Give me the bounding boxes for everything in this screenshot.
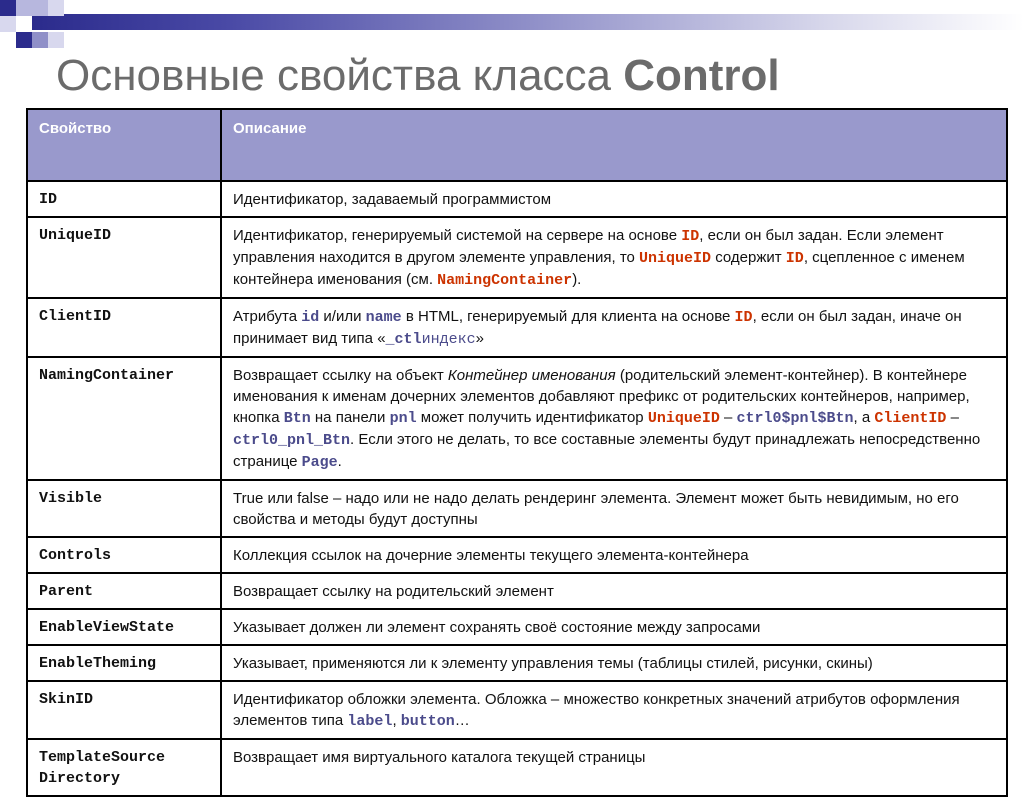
description-text: . xyxy=(337,453,342,470)
property-description xyxy=(221,298,1007,357)
decor-square xyxy=(0,0,16,16)
property-description xyxy=(221,217,1007,298)
description-text: … xyxy=(454,712,470,729)
table-row xyxy=(27,573,1007,609)
property-description xyxy=(221,573,1007,609)
decor-square xyxy=(0,16,16,32)
property-description xyxy=(221,537,1007,573)
description-text: , сцепленное с именем контейнера именования (см. xyxy=(233,249,965,288)
property-name: Controls xyxy=(27,537,221,573)
description-text: Идентификатор, генерируемый системой на сервере на основе xyxy=(233,227,682,244)
description-text: – xyxy=(719,409,737,426)
table-header-row xyxy=(27,109,1007,181)
description-text: содержит xyxy=(711,249,786,266)
description-text: (родительский элемент-контейнер). В контейнере именования к именам дочерних элементов добавляют префикс от родительских контейнеров, например, кнопка xyxy=(233,367,970,426)
description-text: True или false – надо или не надо делать рендеринг элемента. Элемент может быть невидимым, но его свойства и методы будут доступны xyxy=(233,490,959,528)
decor-square xyxy=(32,0,48,16)
properties-table xyxy=(26,108,1008,797)
property-name: Visible xyxy=(27,480,221,537)
table-row xyxy=(27,181,1007,217)
code-identifier: pnl xyxy=(389,410,417,427)
column-header-description: Описание xyxy=(221,109,1007,181)
description-text: в HTML, генерируемый для клиента на основе xyxy=(401,308,735,325)
column-header-property: Свойство xyxy=(27,109,221,181)
code-identifier: ctrl0_pnl_Btn xyxy=(233,432,351,449)
description-text: » xyxy=(475,330,484,347)
description-text: , если он был задан. Если элемент управления находится в другом элементе управления, то xyxy=(233,227,944,266)
table-row xyxy=(27,681,1007,739)
code-identifier: Page xyxy=(301,454,338,471)
table-row xyxy=(27,298,1007,357)
title-text: Основные свойства класса xyxy=(56,51,624,100)
description-text: на панели xyxy=(310,409,390,426)
table-row xyxy=(27,537,1007,573)
property-description xyxy=(221,480,1007,537)
description-text: Атрибута xyxy=(233,308,302,325)
property-name: Parent xyxy=(27,573,221,609)
description-text: Идентификатор обложки элемента. Обложка – множество конкретных значений атрибутов оформления элементов типа xyxy=(233,691,960,729)
description-text: , а xyxy=(853,409,875,426)
code-identifier: Btn xyxy=(283,410,311,427)
property-description xyxy=(221,609,1007,645)
code-identifier: ID xyxy=(734,309,753,326)
description-text: , если он был задан, иначе он принимает вид типа « xyxy=(233,308,962,347)
decor-square xyxy=(32,32,48,48)
property-name-line: TemplateSource xyxy=(39,749,166,766)
table-row xyxy=(27,480,1007,537)
table-row xyxy=(27,645,1007,681)
code-identifier: name xyxy=(365,309,402,326)
table-row xyxy=(27,217,1007,298)
placeholder-term: индекс xyxy=(421,331,476,348)
code-identifier: _ctl xyxy=(385,331,422,348)
code-identifier: button xyxy=(400,713,455,730)
code-identifier: label xyxy=(347,713,393,730)
property-name: EnableViewState xyxy=(27,609,221,645)
table-row xyxy=(27,609,1007,645)
property-description xyxy=(221,645,1007,681)
description-text: , xyxy=(392,712,401,729)
code-identifier: ID xyxy=(681,228,700,245)
property-name: UniqueID xyxy=(27,217,221,298)
slide-header-decoration xyxy=(0,0,1024,44)
property-name-line: Directory xyxy=(39,770,121,787)
description-text: Коллекция ссылок на дочерние элементы текущего элемента-контейнера xyxy=(233,547,749,564)
property-name: ClientID xyxy=(27,298,221,357)
description-text: Идентификатор, задаваемый программистом xyxy=(233,191,552,208)
code-identifier: NamingContainer xyxy=(437,272,573,289)
description-text: . Если этого не делать, то все составные элементы будут принадлежать непосредственно странице xyxy=(233,431,981,470)
description-text: – xyxy=(946,409,959,426)
description-text: Указывает должен ли элемент сохранять своё состояние между запросами xyxy=(233,619,761,636)
code-identifier: ctrl0$pnl$Btn xyxy=(736,410,854,427)
emphasized-term: Контейнер именования xyxy=(447,367,616,384)
property-name: SkinID xyxy=(27,681,221,739)
decor-square xyxy=(16,16,32,32)
property-description xyxy=(221,181,1007,217)
slide-title xyxy=(56,48,780,104)
property-description xyxy=(221,357,1007,480)
description-text: Возвращает имя виртуального каталога текущей страницы xyxy=(233,749,646,766)
header-gradient-bar xyxy=(32,14,1024,30)
table-row xyxy=(27,357,1007,480)
description-text: Указывает, применяются ли к элементу управления темы (таблицы стилей, рисунки, скины) xyxy=(233,655,873,672)
code-identifier: ID xyxy=(785,250,804,267)
description-text: ). xyxy=(572,271,582,288)
description-text: и/или xyxy=(319,308,366,325)
code-identifier: UniqueID xyxy=(639,250,712,267)
description-text: Возвращает ссылку на объект xyxy=(233,367,448,384)
decor-square xyxy=(48,32,64,48)
code-identifier: UniqueID xyxy=(647,410,720,427)
property-name: EnableTheming xyxy=(27,645,221,681)
description-text: Возвращает ссылку на родительский элемент xyxy=(233,583,554,600)
title-class-name: Control xyxy=(623,51,780,100)
description-text: может получить идентификатор xyxy=(416,409,648,426)
decor-square xyxy=(48,0,64,16)
decor-square xyxy=(16,32,32,48)
property-name: ID xyxy=(27,181,221,217)
property-name: NamingContainer xyxy=(27,357,221,480)
code-identifier: id xyxy=(301,309,320,326)
decor-square xyxy=(16,0,32,16)
property-description xyxy=(221,681,1007,739)
code-identifier: ClientID xyxy=(874,410,947,427)
